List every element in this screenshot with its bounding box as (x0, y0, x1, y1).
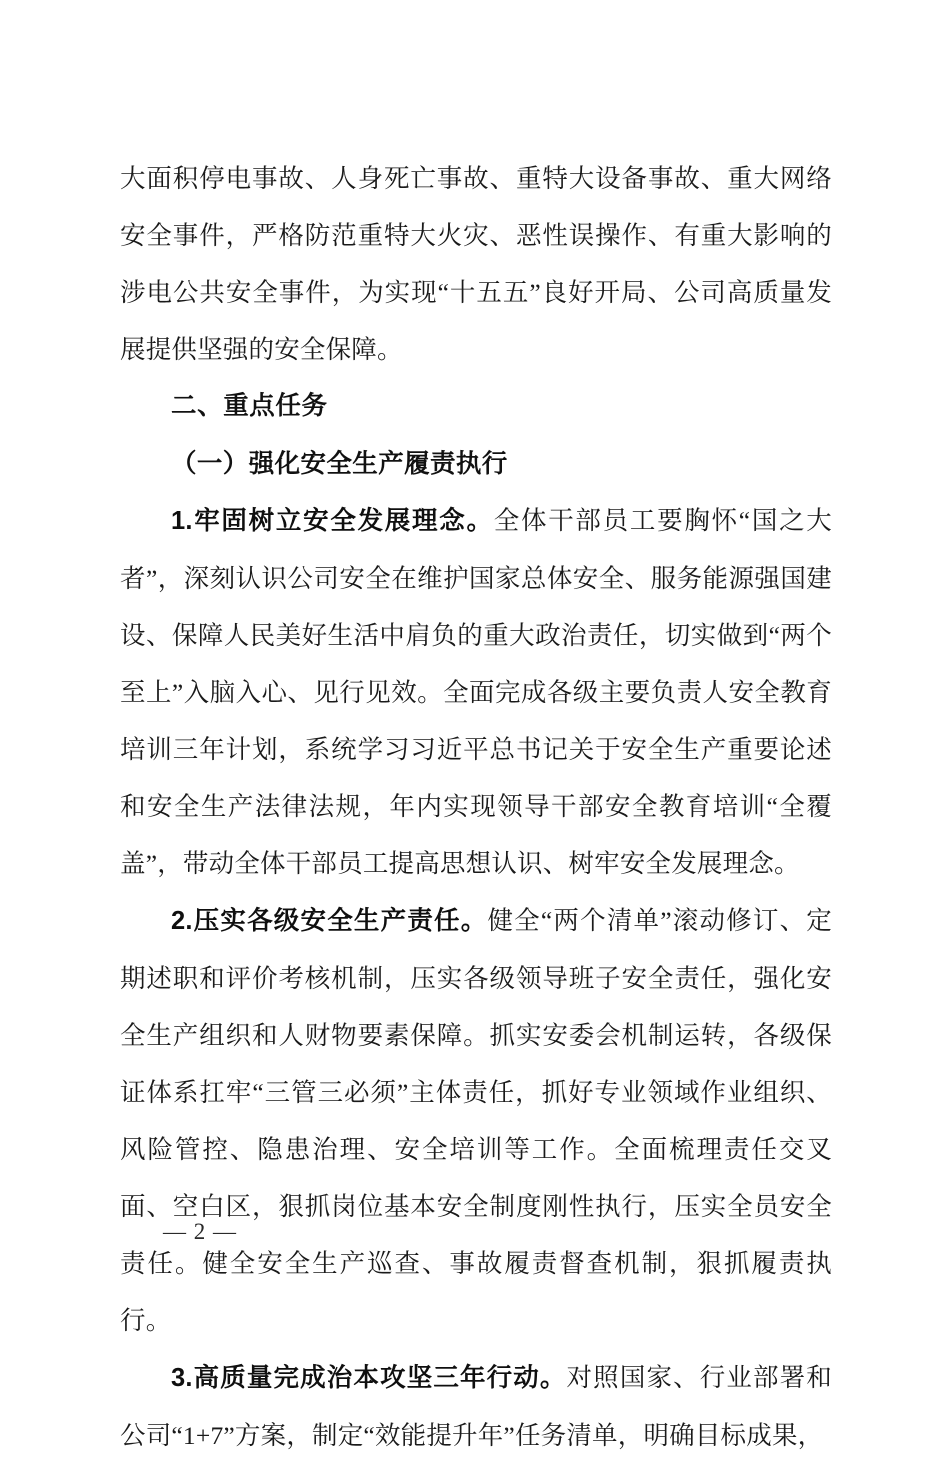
numbered-item-3-lead: 3.高质量完成治本攻坚三年行动。 (171, 1364, 567, 1392)
page-number: — 2 — (163, 1219, 237, 1244)
numbered-item-3 (120, 1349, 832, 1464)
numbered-item-3-text: 对照国家、行业部署和公司“1+7”方案，制定“效能提升年”任务清单，明确目标成果， (120, 1363, 832, 1450)
numbered-item-1-text: 全体干部员工要胸怀“国之大者”，深刻认识公司安全在维护国家总体安全、服务能源强国建设、保障人民美好生活中肩负的重大政治责任，切实做到“两个至上”入脑入心、见行见效。全面完成各级主要负责人安全教育培训三年计划，系统学习习近平总书记关于安全生产重要论述和安全生产法律法规，年内实现领导干部安全教育培训“全覆盖”，带动全体干部员工提高思想认识、树牢安全发展理念。 (120, 506, 833, 878)
numbered-item-2-text: 健全“两个清单”滚动修订、定期述职和评价考核机制，压实各级领导班子安全责任，强化安全生产组织和人财物要素保障。抓实安委会机制运转，各级保证体系扛牢“三管三必须”主体责任，抓好专业领域作业组织、风险管控、隐患治理、安全培训等工作。全面梳理责任交叉面、空白区，狠抓岗位基本安全制度刚性执行，压实全员安全责任。健全安全生产巡查、事故履责督查机制，狠抓履责执行。 (120, 906, 833, 1335)
paragraph-carryover: 大面积停电事故、人身死亡事故、重特大设备事故、重大网络安全事件，严格防范重特大火灾、恶性误操作、有重大影响的涉电公共安全事件，为实现“十五五”良好开局、公司高质量发展提供坚强的安全保障。 (120, 164, 832, 364)
heading-level-1: 二、重点任务 (171, 392, 328, 420)
numbered-item-1 (120, 492, 832, 892)
numbered-item-2-lead: 2.压实各级安全生产责任。 (171, 907, 488, 935)
numbered-item-2 (120, 892, 832, 1349)
heading-level-2: （一）强化安全生产履责执行 (171, 449, 508, 478)
document-text-column (120, 150, 832, 1464)
numbered-item-1-lead: 1.牢固树立安全发展理念。 (171, 507, 494, 535)
